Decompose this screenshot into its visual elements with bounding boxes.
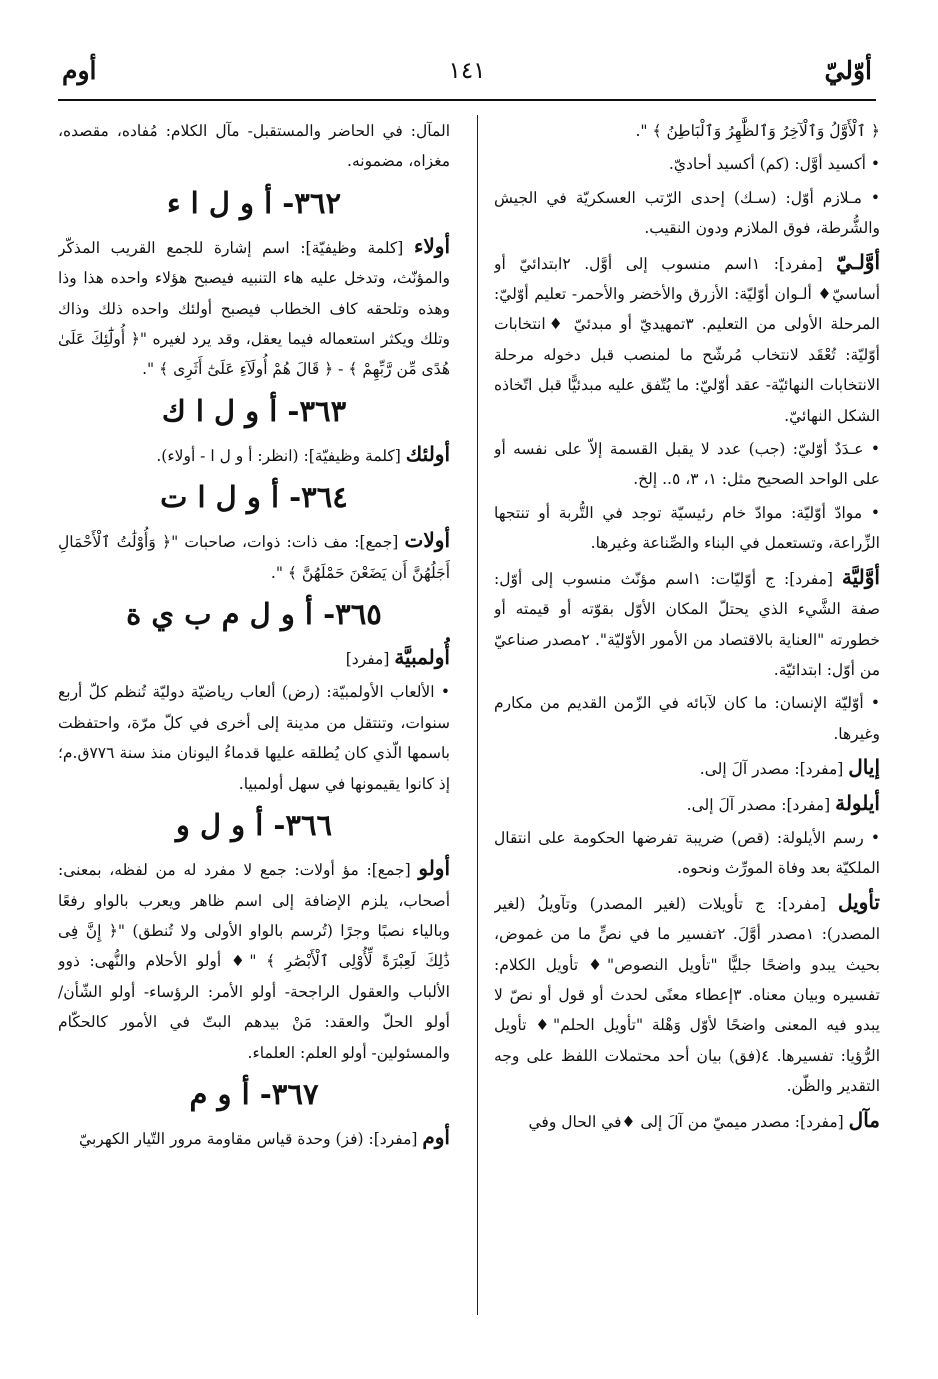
dictionary-entry <box>58 1122 450 1154</box>
entry-headword: أولئك <box>405 441 450 466</box>
entry-paragraph: • مـلازم أوّل: (سـك) إحدى الرّتب العسكريّة في الجيش والشُّرطة، فوق الملازم ودون النقيب. <box>494 188 880 238</box>
dictionary-entry <box>58 439 450 471</box>
guide-word-left: أوم <box>62 56 97 85</box>
entry-headword: أولاء <box>413 233 450 258</box>
entry-definition: [مفرد]: مصدر آلَ إلى. <box>699 760 844 779</box>
header-rule <box>58 99 876 101</box>
entry-definition: [مفرد]: ج أوّليّات: ١اسم مؤنّث منسوب إلى أوّل: صفة الشَّيء الذي يحتلّ المكان الأوّل بقوّته أو قيمته أو خطورته "العناية بالاقتصاد من الأمور الأوّليّة". ٢مصدر صناعيّ من أوّل: ابتدائيّة. <box>494 569 880 679</box>
root-heading: ٣٦٣- أ و ل ا ك <box>161 393 347 428</box>
entry-definition: [مفرد] <box>345 650 390 669</box>
root-heading: ٣٦٢- أ و ل ا ء <box>166 185 342 220</box>
left-column <box>58 116 450 1316</box>
dictionary-entry <box>494 247 880 431</box>
dictionary-entry <box>58 642 450 674</box>
root-heading: ٣٦٦- أ و ل و <box>175 808 333 843</box>
entry-headword: مآل <box>848 1107 880 1132</box>
entry-headword: أولو <box>418 856 450 881</box>
dictionary-entry <box>494 1105 880 1137</box>
entry-definition: [جمع]: مؤ أولات: جمع لا مفرد له من لفظه، بمعنى: أصحاب، يلزم الإضافة إلى اسم ظاهر ويعرب بالواو رفعًا وبالياء نصبًا وجرًا (تُرسم بالواو الأولى ولا تُنطق) "﴿ إِنَّ فِى ذَٰلِكَ لَعِبْرَةً لِّأُوْلِى ٱلْأَبْصَٰرِ ﴾ "♦ أولو الأحلام والنُّهى: ذوو الألباب والعقول الراجحة- أولو الأمر: الرؤساء- أولو الشّأن/ أولو الحلّ والعقد: مَنْ بيدهم البتّ في الأمور كالحكّام والمسئولين- أولو العلم: العلماء. <box>58 861 450 1062</box>
entry-headword: أولات <box>404 528 450 553</box>
entry-definition: [جمع]: مف ذات: ذوات، صاحبات "﴿ وَأُوْلَٰتُ ٱلْأَحْمَالِ أَجَلُهُنَّ أَن يَضَعْنَ حَمْلَهُنَّ ﴾ ". <box>58 533 450 582</box>
entry-paragraph: • رسم الأيلولة: (قص) ضريبة تفرضها الحكومة على انتقال الملكيّة بعد وفاة المورِّث ونحوه. <box>494 828 880 878</box>
column-divider <box>477 115 478 1315</box>
dictionary-entry <box>58 853 450 1068</box>
entry-paragraph: • موادّ أوّليّة: موادّ خام رئيسيّة توجد في التُّربة أو تنتجها الزِّراعة، وتستعمل في البناء والصِّناعة وغيرها. <box>494 503 880 553</box>
entry-paragraph: المآل: في الحاضر والمستقبل- مآل الكلام: مُفاده، مقصده، مغزاه، مضمونه. <box>58 122 450 171</box>
entry-definition: [مفرد]: (فز) وحدة قياس مقاومة مرور التّيار الكهربيّ <box>79 1129 418 1148</box>
entry-paragraph: • عـدَدٌ أوّليّ: (جب) عدد لا يقبل القسمة إلاّ على نفسه أو على الواحد الصحيح مثل: ١، ٣، ٥.. إلخ. <box>494 440 880 489</box>
page-number: ١٤١ <box>448 58 486 84</box>
dictionary-entry <box>58 525 450 588</box>
entry-definition: [مفرد]: مصدر آلَ إلى. <box>686 795 831 814</box>
right-column <box>494 116 880 1316</box>
page-header <box>58 52 876 92</box>
entry-headword: أيلولة <box>835 790 880 815</box>
entry-headword: أوم <box>422 1124 450 1149</box>
entry-headword: تأويل <box>837 889 880 914</box>
entry-definition: [كلمة وظيفيّة]: (انظر: أ و ل ا - أولاء). <box>156 446 401 465</box>
entry-definition: [مفرد]: مصدر ميميّ من آلَ إلى ♦في الحال وفي <box>528 1112 844 1131</box>
entry-definition: [مفرد]: ١اسم منسوب إلى أوَّل. ٢ابتدائيّ أو أساسيّ♦ ألـوان أوّليّة: الأزرق والأخضر والأحمر- تعليم أوّليّ: المرحلة الأولى من التعليم. ٣تمهيديّ أو مبدئيّ ♦انتخابات أوّليّة: تُعْقَد لانتخاب مُرشّح ما لمنصب قبل دخوله مرحلة الانتخابات النهائيّة- عقد أوّليّ: ما يُتّفق عليه مبدئيًّا قبل اتّخاذه الشكل النهائيّ. <box>494 254 880 425</box>
dictionary-entry <box>494 887 880 1102</box>
root-heading: ٣٦٥- أ و ل م ب ي ة <box>126 597 382 632</box>
entry-headword: أوَّليَّة <box>841 564 880 589</box>
root-heading: ٣٦٧- أ و م <box>189 1076 319 1111</box>
dictionary-entry <box>494 752 880 784</box>
entry-headword: أُولمبيَّة <box>394 645 450 670</box>
entry-definition: [كلمة وظيفيّة]: اسم إشارة للجمع القريب المذكّر والمؤنّث، وتدخل عليه هاء التنبيه فيصبح هؤلاء واحده هذا وذا وهذه وتلحقه كاف الخطاب فيصبح أولئك واحده ذلك وذاك وتلك ويكثر استعماله فيما يعقل، وقد يرد لغيره "﴿ أُولَٰٓئِكَ عَلَىٰ هُدًى مِّن رَّبِّهِمْ ﴾ - ﴿ قَالَ هُمْ أُولَآءِ عَلَىٰٓ أَثَرِى ﴾ ". <box>58 238 450 379</box>
entry-paragraph: • أكسيد أوَّل: (كم) أكسيد أحاديّ. <box>668 155 880 174</box>
dictionary-entry <box>58 231 450 385</box>
entry-paragraph: • أوّليّة الإنسان: ما كان لآبائه في الزّمن القديم من مكارم وغيرها. <box>494 694 880 743</box>
dictionary-entry <box>494 562 880 686</box>
entry-definition: [مفرد]: ج تأويلات (لغير المصدر) وتآويلُ (لغير المصدر): ١مصدر أوَّلَ. ٢تفسير ما في نصٍّ ما من غموض، بحيث يبدو واضحًا جليًّا "تأويل النصوص"♦ تأويل الكلام: تفسيره وبيان معناه. ٣إعطاء معنًى لحدث أو قول أو نصّ لا يبدو فيه المعنى واضحًا لأوّل وَهْلة "تأويل الحلم"♦ تأويل الرُّؤيا: تفسيرها. ٤(فق) بيان أحد محتملات اللفظ على وجه التقدير والظّن. <box>494 894 880 1096</box>
guide-word-right: أوّليّ <box>824 56 872 85</box>
root-heading: ٣٦٤- أ و ل ا ت <box>160 480 348 515</box>
entry-paragraph: ﴿ ٱلْأَوَّلُ وَٱلْآخِرُ وَٱلظَّٰهِرُ وَٱلْبَاطِنُ ﴾ ". <box>635 122 880 140</box>
dictionary-entry <box>494 788 880 820</box>
entry-paragraph: • الألعاب الأولمبيّة: (رض) ألعاب رياضيّة دوليّة تُنظم كلّ أربع سنوات، وتنتقل من مدينة إلى أخرى في كلّ مرّة، واحتفظت باسمها الّذي كان يُطلقه عليها قدماءُ اليونان منذ سنة ٧٧٦ق.م؛ إذ كانوا يقيمونها في سهل أولمبيا. <box>58 683 450 793</box>
entry-headword: إيال <box>848 755 880 780</box>
entry-headword: أوَّلـيّ <box>836 249 880 274</box>
